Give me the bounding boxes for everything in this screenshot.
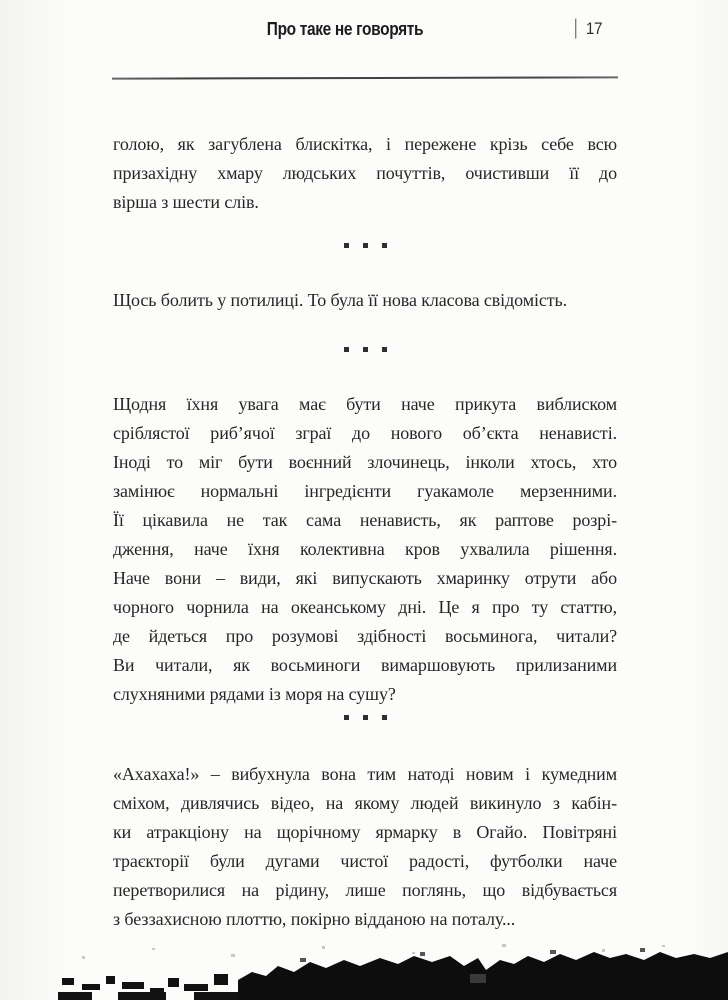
- text-line: траєкторії були дугами чистої радості, футболки наче: [113, 851, 617, 871]
- text-line: з беззахисною плоттю, покірно відданою на поталу...: [113, 909, 516, 929]
- text-line: «Ахахаха!» – вибухнула вона тим натоді новим і кумедним: [113, 764, 617, 784]
- page-number-value: 17: [586, 19, 603, 38]
- text-line: чорного чорнила на океанському дні. Це я про ту статтю,: [113, 597, 617, 617]
- text-line: вірша з шести слів.: [113, 192, 259, 212]
- divider-square-icon: [344, 347, 349, 352]
- text-line: де йдеться про розумові здібності восьминога, читали?: [113, 626, 617, 646]
- text-line: перетворилися на рідину, лише поглянь, що відбувається: [113, 880, 617, 900]
- divider-square-icon: [344, 715, 349, 720]
- text-line: Іноді то міг бути воєнний злочинець, інколи хтось, хто: [113, 452, 617, 472]
- section-divider: [113, 243, 617, 251]
- page-number-separator: |: [574, 16, 578, 39]
- divider-square-icon: [363, 243, 368, 248]
- section-divider: [113, 715, 617, 723]
- text-line: Наче вони – види, які випускають хмаринку отрути або: [113, 568, 617, 588]
- paragraph-3: [113, 390, 617, 709]
- text-line: Щодня їхня увага має бути наче прикута виблиском: [113, 394, 617, 414]
- text-line: голою, як загублена блискітка, і пережене крізь себе всю: [113, 134, 617, 154]
- text-line: Її цікавила не так сама ненависть, як раптове розрі-: [113, 510, 617, 530]
- text-line: слухняними рядами із моря на сушу?: [113, 684, 396, 704]
- paragraph-4: [113, 760, 617, 934]
- divider-square-icon: [363, 347, 368, 352]
- text-line: Щось болить у потилиці. То була її нова класова свідомість.: [113, 290, 568, 310]
- header-rule: [112, 76, 618, 79]
- divider-square-icon: [382, 243, 387, 248]
- text-line: замінює нормальні інгредієнти гуакамоле мерзенними.: [113, 481, 617, 501]
- section-divider: [113, 347, 617, 355]
- divider-square-icon: [363, 715, 368, 720]
- paragraph-1: [113, 130, 617, 217]
- divider-square-icon: [344, 243, 349, 248]
- running-header-title: Про таке не говорять: [266, 19, 424, 39]
- divider-square-icon: [382, 715, 387, 720]
- scan-edge-artifact: [0, 940, 728, 1000]
- text-line: призахідну хмару людських почуттів, очистивши її до: [113, 163, 617, 183]
- text-line: Ви читали, як восьминоги вимаршовують прилизаними: [113, 655, 617, 675]
- divider-square-icon: [382, 347, 387, 352]
- paragraph-2: [113, 286, 617, 315]
- text-line: сріблястої риб’ячої зграї до нового об’єкта ненависті.: [113, 423, 617, 443]
- text-line: ки атракціону на щорічному ярмарку в Огайо. Повітряні: [113, 822, 617, 842]
- text-line: дження, наче їхня колективна кров ухвалила рішення.: [113, 539, 617, 559]
- text-line: сміхом, дивлячись відео, на якому людей викинуло з кабін-: [113, 793, 617, 813]
- page-number: [573, 17, 603, 41]
